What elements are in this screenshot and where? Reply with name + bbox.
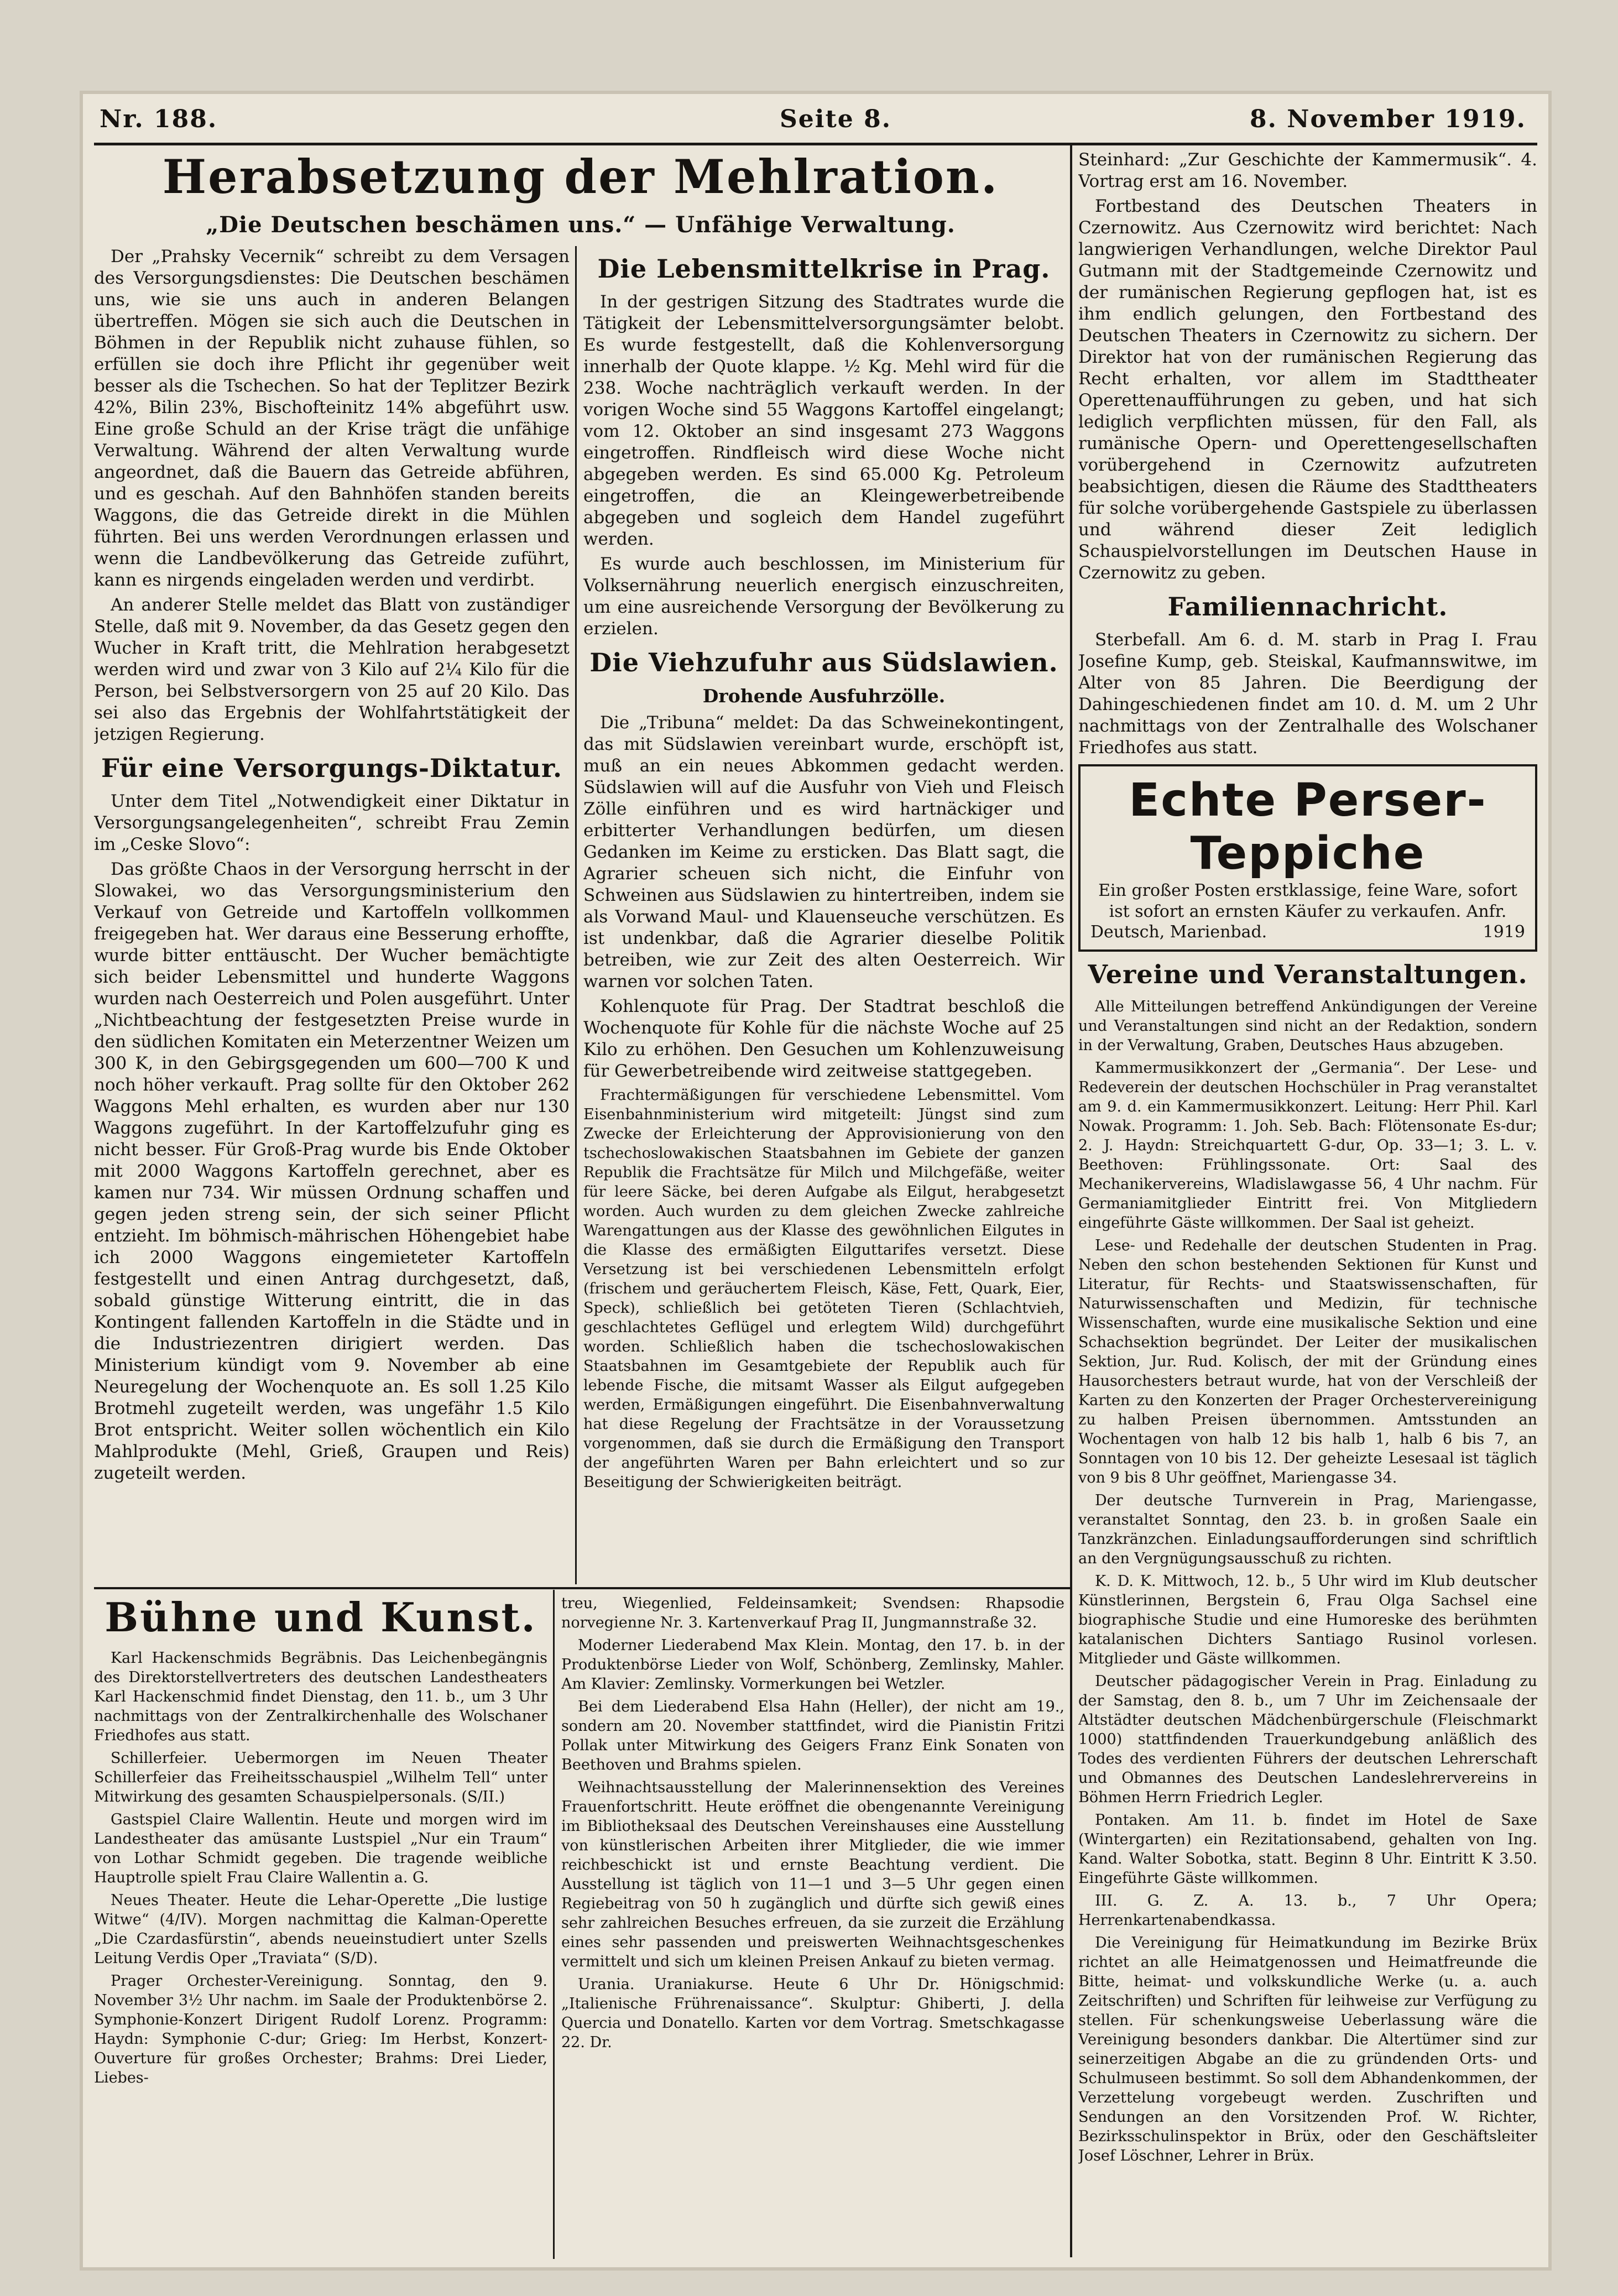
ad-line: Ein großer Posten erstklassige, feine Ware, sofort <box>1098 881 1517 900</box>
article-paragraph: Unter dem Titel „Notwendigkeit einer Diktatur in Versorgungsangelegenheiten“, schreibt Frau Zemin im „Ceske Slovo“: <box>94 791 570 854</box>
main-headline-block <box>94 149 1067 243</box>
article-paragraph: Frachtermäßigungen für verschiedene Lebensmittel. Vom Eisenbahnministerium wird mitgeteilt: Jüngst sind zum Zwecke der Erleichterung der Approvisionierung von den tschechoslowakischen Staatsbahnen im Gebiete der ganzen Republik die Frachtsätze für Milch und Milchgefäße, weiter für leere Säcke, bei deren Aufgabe als Eilgut, herabgesetzt worden. Auch wurden zu dem gleichen Zwecke zahlreiche Warengattungen aus der Klasse des gewöhnlichen Eilgutes in die Klasse des ermäßigten Eilguttarifes versetzt. Diese Versetzung ist bei verschiedenen Lebensmitteln erfolgt (frischem und geräuchertem Fleisch, Käse, Fett, Quark, Eier, Speck), schließlich bei getöteten Tieren (Schlachtvieh, geschlachtetes Geflügel und erlegtem Wild) durchgeführt worden. Schließlich haben die tschechoslowakischen Staatsbahnen im Gesamtgebiete der Republik auch für lebende Fische, die mitsamt Wasser als Eilgut aufgegeben werden, Ermäßigungen eingeführt. Die Eisenbahnverwaltung hat diese Regelung der Frachtsätze in der Voraussetzung vorgenommen, daß sie durch die Ermäßigung den Transport der angeführten Waren per Bahn erleichtert und so zur Beseitigung der Schwierigkeiten beiträgt. <box>583 1087 1064 1491</box>
column-divider-buehne <box>553 1590 555 2259</box>
article-paragraph: Bei dem Liederabend Elsa Hahn (Heller), der nicht am 19., sondern am 20. November stattfindet, wird die Pianistin Fritzi Pollak unter Mitwirkung des Geigers Franz Eink Sonaten von Beethoven und Brahms spielen. <box>561 1698 1064 1773</box>
article-paragraph: Karl Hackenschmids Begräbnis. Das Leichenbegängnis des Direktorstellvertreters des deutschen Landestheaters Karl Hackenschmid findet Dienstag, den 11. b., um 3 Uhr nachmittags von der Zentralkirchenhalle des Wolschaner Friedhofes aus statt. <box>94 1650 547 1744</box>
ad-line: ist sofort an ernsten Käufer zu verkaufen. Anfr. <box>1109 902 1507 921</box>
buehne-column-left <box>94 1594 547 2257</box>
vieh-heading: Die Viehzufuhr aus Südslawien. <box>589 648 1058 677</box>
article-paragraph: K. D. K. Mittwoch, 12. b., 5 Uhr wird im Klub deutscher Künstlerinnen, Bergstein 6, Frau Olga Sachsel eine biographische Studie und eine Humoreske des berühmten katalanischen Dichters Santiago Rusinol vorlesen. Mitglieder und Gäste willkommen. <box>1078 1573 1537 1667</box>
right-column <box>1078 149 1537 2259</box>
article-paragraph: Steinhard: „Zur Geschichte der Kammermusik“. 4. Vortrag erst am 16. November. <box>1078 150 1537 191</box>
newspaper-page <box>83 94 1548 2267</box>
article-paragraph: Kohlenquote für Prag. Der Stadtrat beschloß die Wochenquote für Kohle für die nächste Woche auf 25 Kilo zu erhöhen. Den Gesuchen um Kohlenzuweisung für Gewerbetreibende wird zeitweise stattgegeben. <box>583 996 1064 1081</box>
article-paragraph: Alle Mitteilungen betreffend Ankündigungen der Vereine und Veranstaltungen sind nicht an der Redaktion, sondern in der Verwaltung, Graben, Deutsches Haus abzugeben. <box>1078 998 1537 1054</box>
article-paragraph: III. G. Z. A. 13. b., 7 Uhr Opera; Herrenkartenabendkassa. <box>1078 1892 1537 1929</box>
article-paragraph: Pontaken. Am 11. b. findet im Hotel de Saxe (Wintergarten) ein Rezitationsabend, gehalten von Ing. Kand. Walter Sobotka, statt. Beginn 8 Uhr. Eintritt K 3.50. Eingeführte Gäste willkommen. <box>1078 1812 1537 1887</box>
buehne-heading: Bühne und Kunst. <box>105 1594 537 1641</box>
buehne-column-right <box>561 1594 1064 2257</box>
article-paragraph: Es wurde auch beschlossen, im Ministerium für Volksernährung neuerlich energisch einzuschreiten, um eine ausreichende Versorgung der Bevölkerung zu erzielen. <box>583 554 1064 639</box>
ad-title: Echte Perser-Teppiche <box>1129 774 1487 880</box>
article-paragraph: Neues Theater. Heute die Lehar-Operette „Die lustige Witwe“ (4/IV). Morgen nachmittag die Kalman-Operette „Die Czardasfürstin“, abends neueinstudiert unter Szells Leitung Verdis Oper „Traviata“ (S/D). <box>94 1892 547 1967</box>
header-rule <box>94 143 1537 145</box>
article-paragraph: Gastspiel Claire Wallentin. Heute und morgen wird im Landestheater das amüsante Lustspiel „Nur ein Traum“ von Lothar Schmidt gegeben. Die tragende weibliche Hauptrolle spielt Frau Claire Wallentin a. G. <box>94 1811 547 1886</box>
krise-heading: Die Lebensmittelkrise in Prag. <box>597 254 1051 284</box>
article-paragraph: treu, Wiegenlied, Feldeinsamkeit; Svendsen: Rhapsodie norvegienne Nr. 3. Kartenverkauf Prag II, Jungmannstraße 32. <box>561 1595 1064 1631</box>
article-paragraph: Kammermusikkonzert der „Germania“. Der Lese- und Redeverein der deutschen Hochschüler in Prag veranstaltet am 9. d. ein Kammermusikkonzert. Leitung: Herr Phil. Karl Nowak. Programm: 1. Joh. Seb. Bach: Flötensonate Es-dur; 2. J. Haydn: Streichquartett G-dur, Op. 33—1; 3. L. v. Beethoven: Frühlingssonate. Ort: Saal des Mechanikervereins, Wladislawgasse 56, 4 Uhr nachm. Für Germaniamitglieder Eintritt frei. Von Mitgliedern eingeführte Gäste willkommen. Der Saal ist geheizt. <box>1078 1060 1537 1232</box>
vereine-heading: Vereine und Veranstaltungen. <box>1088 959 1528 989</box>
column-divider-right <box>1070 145 1072 2257</box>
page-number: Seite 8. <box>780 105 892 133</box>
article-paragraph: Deutscher pädagogischer Verein in Prag. Einladung zu der Samstag, den 8. b., um 7 Uhr im Zeichensaale der Altstädter deutschen Mädchenbürgerschule (Fleischmarkt 1000) stattfindenden Trauerkundgebung anläßlich des Todes des verdienten Führers der deutschen Lehrerschaft und Obmannes des Deutschen Landeslehrervereins in Böhmen Herrn Friedrich Legler. <box>1078 1673 1537 1806</box>
article-paragraph: Fortbestand des Deutschen Theaters in Czernowitz. Aus Czernowitz wird berichtet: Nach langwierigen Verhandlungen, welche Direktor Paul Gutmann mit der Stadtgemeinde Czernowitz und der rumänischen Regierung gepflogen hat, ist es ihm endlich gelungen, den Fortbestand des Deutschen Theaters in Czernowitz zu sichern. Der Direktor hat von der rumänischen Regierung das Recht erhalten, vor allem im Stadttheater Operettenaufführungen zu geben, und hat sich lediglich verpflichten müssen, für den Fall, als rumänische Opern- und Operettengesellschaften vorübergehend in Czernowitz aufzutreten beabsichtigen, diesen die Räume des Stadttheaters für solche vorübergehende Gastspiele zu überlassen und während dieser Zeit lediglich Schauspielvorstellungen im Deutschen Hause in Czernowitz zu geben. <box>1078 196 1537 583</box>
main-subheadline: „Die Deutschen beschämen uns.“ — Unfähige Verwaltung. <box>206 212 956 238</box>
familie-heading: Familiennachricht. <box>1167 592 1448 622</box>
article-paragraph: Das größte Chaos in der Versorgung herrscht in der Slowakei, wo das Versorgungsministerium den Verkauf von Getreide und Kartoffeln vollkommen freigegeben hat. Wer daraus eine Besserung erhoffte, wurde bitter enttäuscht. Der Wucher bemächtigte sich beider Lebensmittel und hunderte Waggons wurden nach Oesterreich und Polen ausgeführt. Unter „Nichtbeachtung der festgesetzten Preise wurde in den südlichen Komitaten ein Meterzentner Weizen um 300 K, in den Gebirgsgegenden um 600—700 K und noch höher verkauft. Prag sollte für den Oktober 262 Waggons Mehl erhalten, es wurden aber nur 130 Waggons zugeführt. In der Kartoffelzufuhr ging es nicht besser. Für Groß-Prag wurde bis Ende Oktober mit 2000 Waggons Kartoffeln gerechnet, aber es kamen nur 734. Wir müssen Ordnung schaffen und gegen jeden streng sein, der sich seiner Pflicht entzieht. Im böhmisch-mährischen Höhengebiet habe ich 2000 Waggons eingemieteter Kartoffeln festgestellt und einen Antrag durchgesetzt, daß, sobald günstige Witterung eintritt, die in das Kontingent fallenden Kartoffeln in die Städte und in die Industriezentren dirigiert werden. Das Ministerium kündigt vom 9. November ab eine Neuregelung der Wochenquote an. Es soll 1.25 Kilo Brotmehl zugeteilt werden, was ungefähr 1.5 Kilo Brot entspricht. Weiter sollen wöchentlich ein Kilo Mahlprodukte (Mehl, Grieß, Graupen und Reis) zugeteilt werden. <box>94 859 570 1483</box>
article-paragraph: Der „Prahsky Vecernik“ schreibt zu dem Versagen des Versorgungsdienstes: Die Deutschen beschämen uns, wie sie uns auch in anderen Belangen übertreffen. Mögen sie sich auch die Deutschen in Böhmen in der Republik nicht zuhause fühlen, so erfüllen sie doch ihre Pflicht ihr gegenüber weit besser als die Tschechen. So hat der Teplitzer Bezirk 42%, Bilin 23%, Bischofteinitz 14% abgeführt usw. Eine große Schuld an der Krise trägt die unfähige Verwaltung. Während der alten Verwaltung wurde angeordnet, daß die Bauern das Getreide abführen, und es geschah. Auf den Bahnhöfen standen bereits Waggons, die das Getreide direkt in die Mühlen führten. Bei uns werden Verordnungen erlassen und wenn die Landbevölkerung das Getreide zuführt, kann es nirgends eingeladen werden und verdirbt. <box>94 247 570 590</box>
article-paragraph: Lese- und Redehalle der deutschen Studenten in Prag. Neben den schon bestehenden Sektionen für Kunst und Literatur, für Rechts- und Staatswissenschaften, für Naturwissenschaften und Medizin, für technische Wissenschaften, wurde eine musikalische Sektion und eine Schachsektion begründet. Der Leiter der musikalischen Sektion, Jur. Rud. Kolisch, der mit der Gründung eines Hausorchesters betraut wurde, hat von der Verschleiß der Karten zu den Konzerten der Prager Orchestervereinigung zu halben Preisen übernommen. Amtsstunden an Wochentagen von halb 12 bis halb 1, halb 6 bis 7, an Sonntagen von 10 bis 12. Der geheizte Lesesaal ist täglich von 9 bis 8 Uhr geöffnet, Mariengasse 34. <box>1078 1237 1537 1486</box>
vieh-subheading: Drohende Ausfuhrzölle. <box>702 685 946 707</box>
article-paragraph: Moderner Liederabend Max Klein. Montag, den 17. b. in der Produktenbörse Lieder von Wolf, Schönberg, Zemlinsky, Mahler. Am Klavier: Zemlinsky. Vormerkungen bei Wetzler. <box>561 1637 1064 1693</box>
article-paragraph: Schillerfeier. Uebermorgen im Neuen Theater Schillerfeier das Freiheitsschauspiel „Wilhelm Tell“ unter Mitwirkung des gesamten Schauspielpersonals. (S/II.) <box>94 1750 547 1806</box>
middle-column <box>583 246 1064 1584</box>
issue-number: Nr. 188. <box>100 105 218 133</box>
article-paragraph: Weihnachtsausstellung der Malerinnensektion des Vereines Frauenfortschritt. Heute eröffnet die obengenannte Vereinigung im Bibliotheksaal des Deutschen Vereinshauses eine Ausstellung von künstlerischen Arbeiten ihrer Mitglieder, die wie immer reichbeschickt ist und ernste Beachtung verdient. Die Ausstellung ist täglich von 11—1 und 3—5 Uhr gegen einen Regiebeitrag von 50 h zugänglich und dürfte sich gewiß eines sehr zahlreichen Besuches erfreuen, da sie zurzeit die Erzählung eines sehr passenden und preiswerten Weihnachtsgeschenkes vermittelt und sich um kleinen Preisen Ankauf zu bieten vermag. <box>561 1779 1064 1970</box>
article-paragraph: Der deutsche Turnverein in Prag, Mariengasse, veranstaltet Sonntag, den 23. b. in großen Saale ein Tanzkränzchen. Einladungsaufforderungen sind schriftlich an den Vergnügungsausschuß zu richten. <box>1078 1492 1537 1567</box>
article-paragraph: Urania. Uraniakurse. Heute 6 Uhr Dr. Hönigschmid: „Italienische Frührenaissance“. Skulptur: Ghiberti, J. della Quercia und Donatello. Karten vor dem Vortrag. Smetschkagasse 22. Dr. <box>561 1976 1064 2051</box>
issue-date: 8. November 1919. <box>1250 105 1526 133</box>
main-headline: Herabsetzung der Mehlration. <box>162 149 999 204</box>
column-divider-left <box>575 246 577 1584</box>
carpet-advertisement <box>1078 764 1537 952</box>
section-rule-buehne <box>94 1587 1070 1589</box>
article-paragraph: Die Vereinigung für Heimatkundung im Bezirke Brüx richtet an alle Heimatgenossen und Heimatfreunde die Bitte, heimat- und volkskundliche Werke (u. a. auch Zeitschriften) und Schriften für leihweise zur Verfügung zu stellen. Für schenkungsweise Ueberlassung wäre die Vereinigung besonders dankbar. Die Altertümer sind zur seinerzeitigen Abgabe an die zu gründenden Orts- und Schulmuseen bestimmt. So soll dem Abhandenkommen, der Verzettelung vorgebeugt werden. Zuschriften und Sendungen an den Vorsitzenden Prof. W. Richter, Bezirksschulinspektor in Brüx, oder den Geschäftsleiter Josef Löschner, Lehrer in Brüx. <box>1078 1934 1537 2164</box>
ad-line: Deutsch, Marienbad. <box>1090 922 1267 942</box>
left-column <box>94 246 570 1584</box>
article-paragraph: An anderer Stelle meldet das Blatt von zuständiger Stelle, daß mit 9. November, da das Gesetz gegen den Wucher in Kraft tritt, die Mehlration herabgesetzt werden wird und zwar von 3 Kilo auf 2¼ Kilo für die Person, bei Selbstversorgern von 25 auf 20 Kilo. Das sei also das Ergebnis der Wohlfahrtstätigkeit der jetzigen Regierung. <box>94 595 570 744</box>
ad-line: 1919 <box>1483 922 1525 942</box>
article-paragraph: In der gestrigen Sitzung des Stadtrates wurde die Tätigkeit der Lebensmittelversorgungsämter belobt. Es wurde festgestellt, daß die Kohlenversorgung innerhalb der Quote klappe. ½ Kg. Mehl wird für die 238. Woche nachträglich verkauft werden. In der vorigen Woche sind 55 Waggons Kartoffel eingelangt; vom 12. Oktober an sind insgesamt 273 Waggons eingetroffen. Rindfleisch wird diese Woche nicht abgegeben werden. Es sind 65.000 Kg. Petroleum eingetroffen, die an Kleingewerbetreibende abgegeben und sogleich dem Handel zugeführt werden. <box>583 292 1064 549</box>
article-paragraph: Prager Orchester-Vereinigung. Sonntag, den 9. November 3½ Uhr nachm. im Saale der Produktenbörse 2. Symphonie-Konzert Dirigent Rudolf Lorenz. Programm: Haydn: Symphonie C-dur; Grieg: Im Herbst, Konzert-Ouverture für großes Orchester; Brahms: Drei Lieder, Liebes- <box>94 1973 547 2086</box>
article-paragraph: Sterbefall. Am 6. d. M. starb in Prag I. Frau Josefine Kump, geb. Steiskal, Kaufmannswitwe, im Alter von 85 Jahren. Die Beerdigung der Dahingeschiedenen findet am 10. d. M. um 2 Uhr nachmittags von der Zentralhalle des Wolschaner Friedhofes aus statt. <box>1078 630 1537 758</box>
diktatur-heading: Für eine Versorgungs-Diktatur. <box>101 753 562 783</box>
article-paragraph: Die „Tribuna“ meldet: Da das Schweinekontingent, das mit Südslawien vereinbart wurde, erschöpft ist, muß an ein neues Abkommen gedacht werden. Südslawien will auf die Ausfuhr von Vieh und Fleisch Zölle einführen und es wird hartnäckiger und erbitterter Verhandlungen bedürfen, um diesen Gedanken im Keime zu ersticken. Das Blatt sagt, die Agrarier scheuen sich nicht, die Einfuhr von Schweinen aus Südslawien zu hintertreiben, indem sie als Vorwand Maul- und Klauenseuche verschützen. Es ist undenkbar, daß die Agrarier dieselbe Politik betreiben, wie zur Zeit des alten Oesterreich. Wir warnen vor solchen Taten. <box>583 713 1064 992</box>
